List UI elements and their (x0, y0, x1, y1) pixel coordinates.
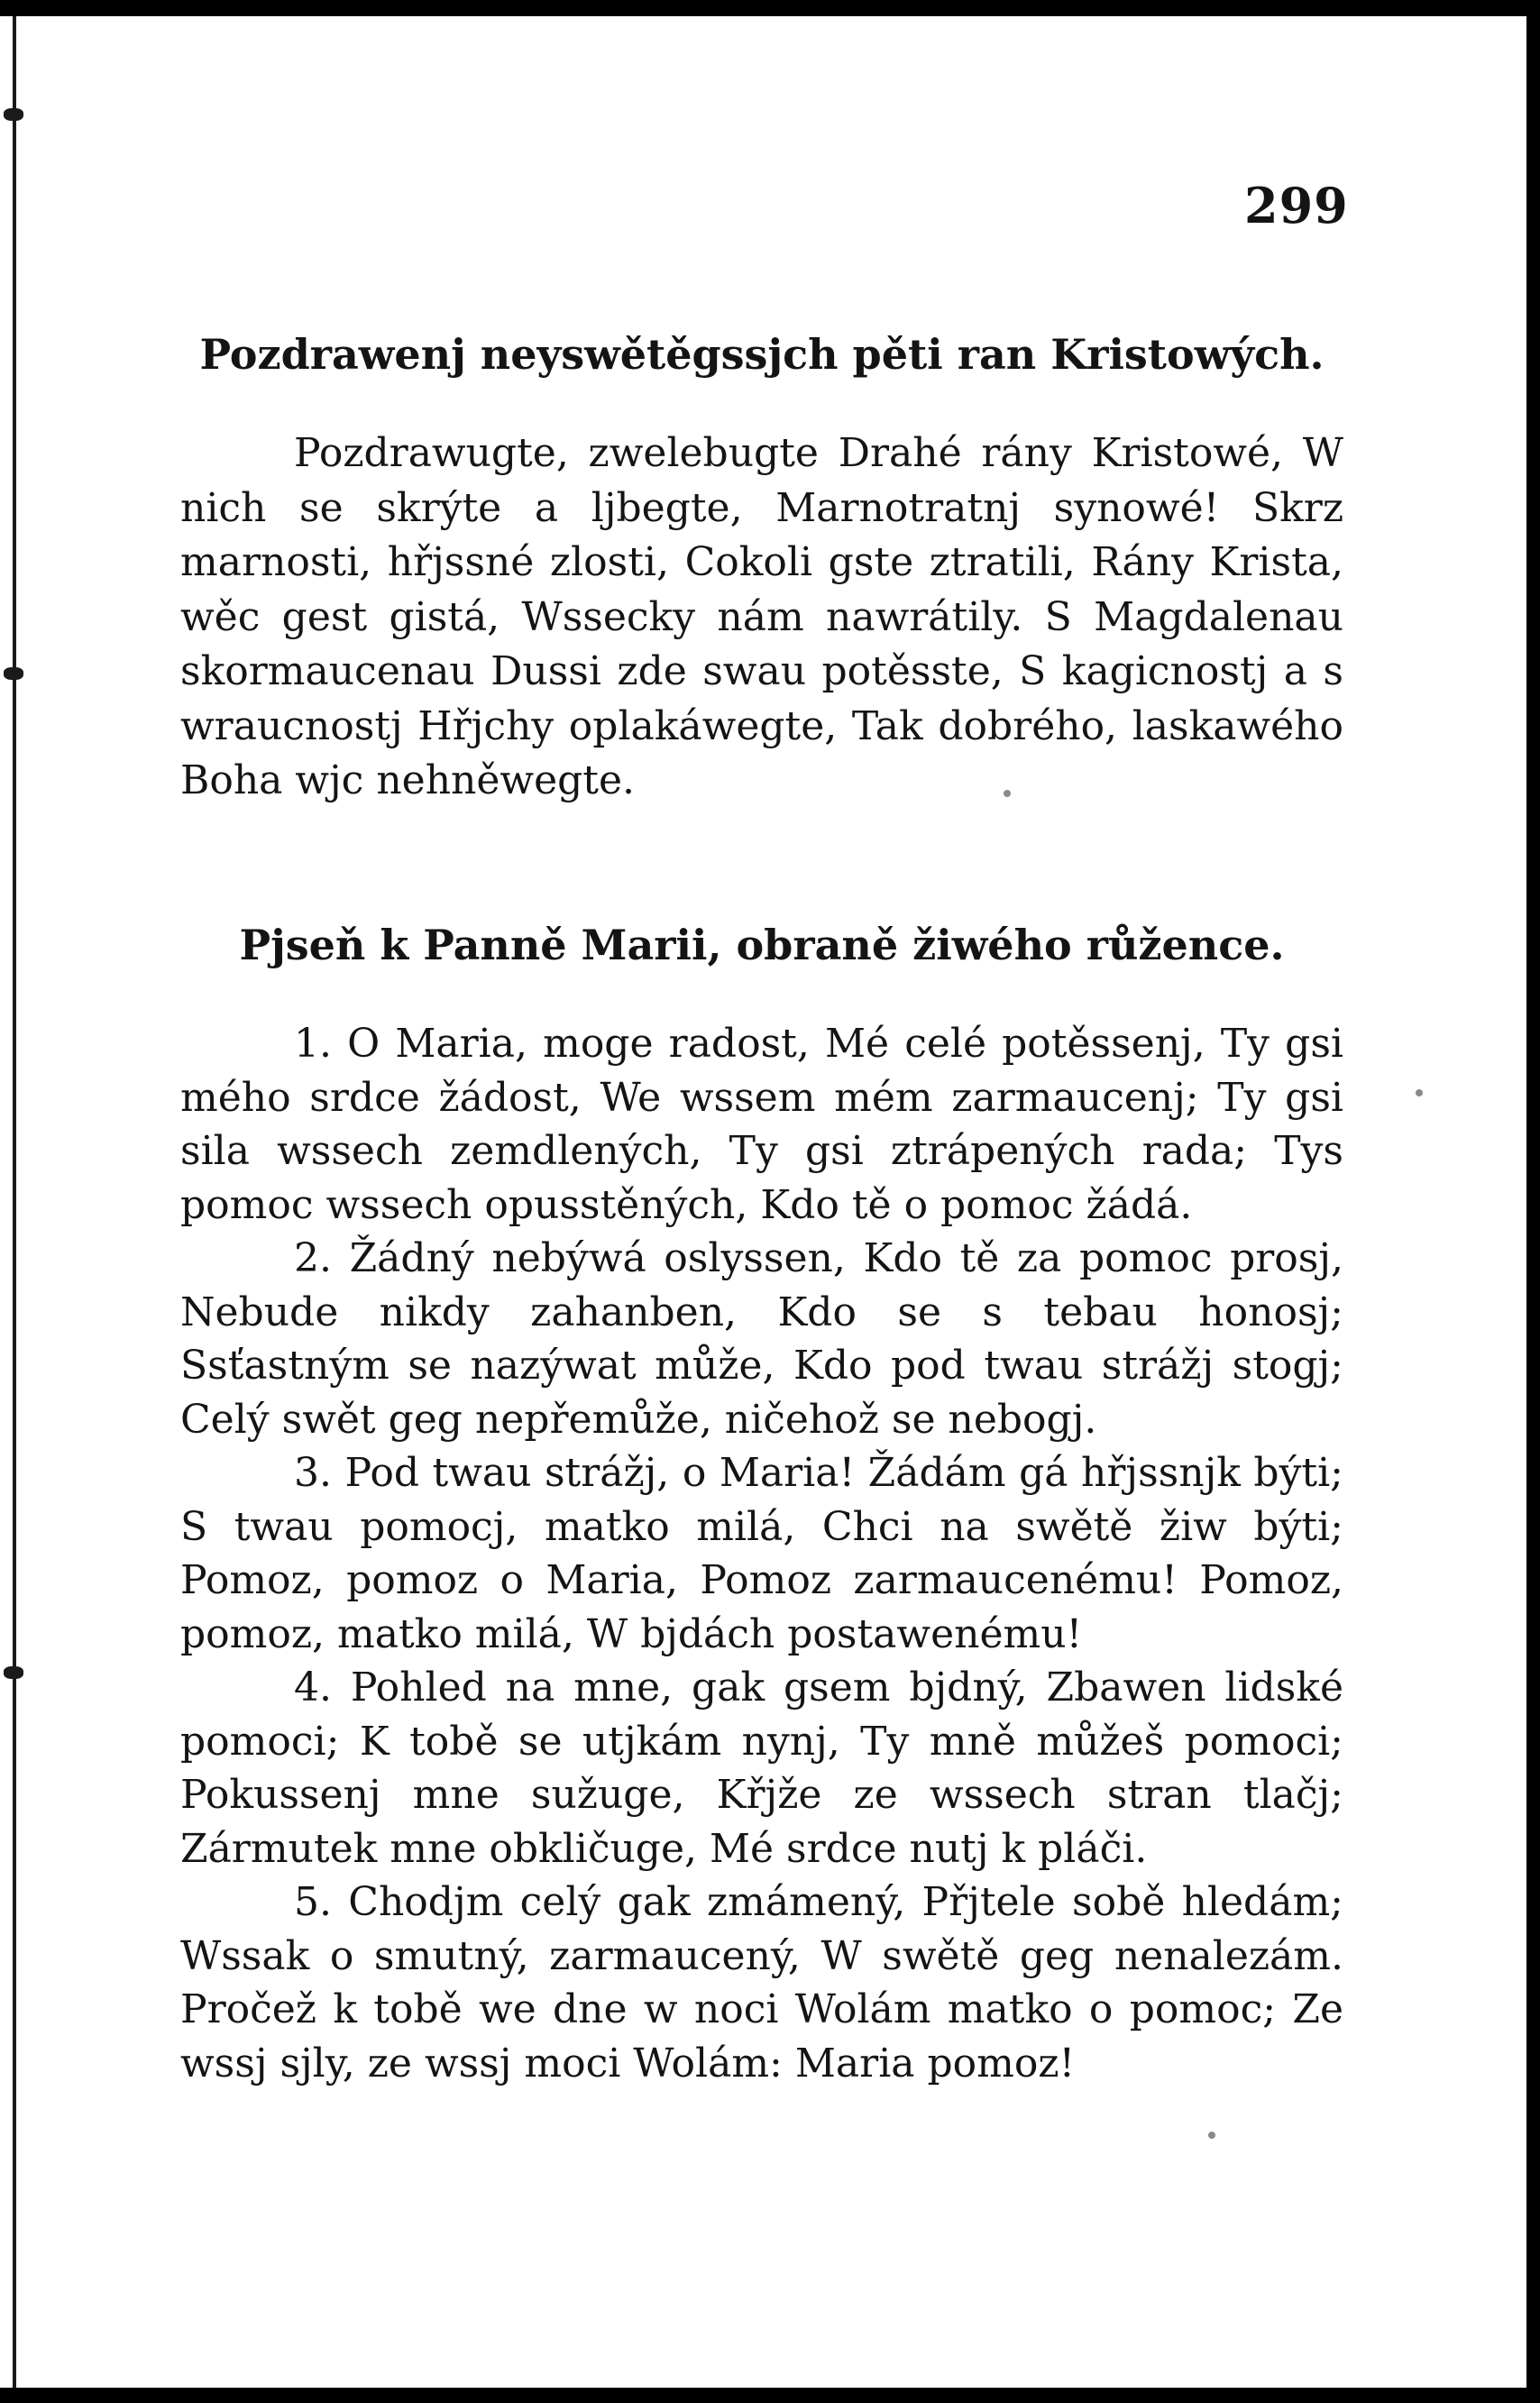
section-title: Pjseň k Panně Marii, obraně žiwého růžence. (239, 921, 1285, 969)
book-page (0, 16, 1526, 2388)
binding-mark (4, 108, 23, 121)
section-title: Pozdrawenj neyswětěgssjch pěti ran Kristowých. (199, 330, 1325, 379)
print-speck (1416, 1089, 1423, 1096)
hymn-stanza: 4. Pohled na mne, gak gsem bjdný, Zbawen lidské pomoci; K tobě se utjkám nynj, Ty mně můžeš pomoci; Pokussenj mne sužuge, Křjže ze wssech stran tlačj; Zármutek mne obkličuge, Mé srdce nutj k pláči. (180, 1665, 1343, 1872)
hymn-stanza: 2. Žádný nebýwá oslyssen, Kdo tě za pomoc prosj, Nebude nikdy zahanben, Kdo se s tebau honosj; Ssťastným se nazýwat může, Kdo pod twau strážj stogj; Celý swět geg nepřemůže, ničehož se nebogj. (180, 1235, 1343, 1443)
hymn-stanza: 3. Pod twau strážj, o Maria! Žádám gá hřjssnjk býti; S twau pomocj, matko milá, Chci na swětě žiw býti; Pomoz, pomoz o Maria, Pomoz zarmaucenému! Pomoz, pomoz, matko milá, W bjdách postawenému! (180, 1450, 1343, 1657)
binding-mark (4, 1666, 23, 1679)
binding-edge-line (13, 16, 16, 2388)
page-number: 299 (1244, 177, 1349, 234)
hymn-stanza: 5. Chodjm celý gak zmámený, Přjtele sobě hledám; Wssak o smutný, zarmaucený, W swětě geg nenalezám. Pročež k tobě we dne w noci Wolám matko o pomoc; Ze wssj sjly, ze wssj moci Wolám: Maria pomoz! (180, 1879, 1343, 2087)
print-speck (1208, 2132, 1215, 2139)
binding-mark (4, 667, 23, 680)
prayer-paragraph: Pozdrawugte, zwelebugte Drahé rány Kristowé, W nich se skrýte a ljbegte, Marnotratnj synowé! Skrz marnosti, hřjssné zlosti, Cokoli gste ztratili, Rány Krista, wěc gest gistá, Wssecky nám nawrátily. S Magdalenau skormaucenau Dussi zde swau potěsste, S kagicnostj a s wraucnostj Hřjchy oplakáwegte, Tak dobrého, laskawého Boha wjc nehněwegte. (180, 430, 1343, 803)
hymn-stanza: 1. O Maria, moge radost, Mé celé potěssenj, Ty gsi mého srdce žádost, We wssem mém zarmaucenj; Ty gsi sila wssech zemdlených, Ty gsi ztrápených rada; Tys pomoc wssech opusstěných, Kdo tě o pomoc žádá. (180, 1021, 1343, 1228)
